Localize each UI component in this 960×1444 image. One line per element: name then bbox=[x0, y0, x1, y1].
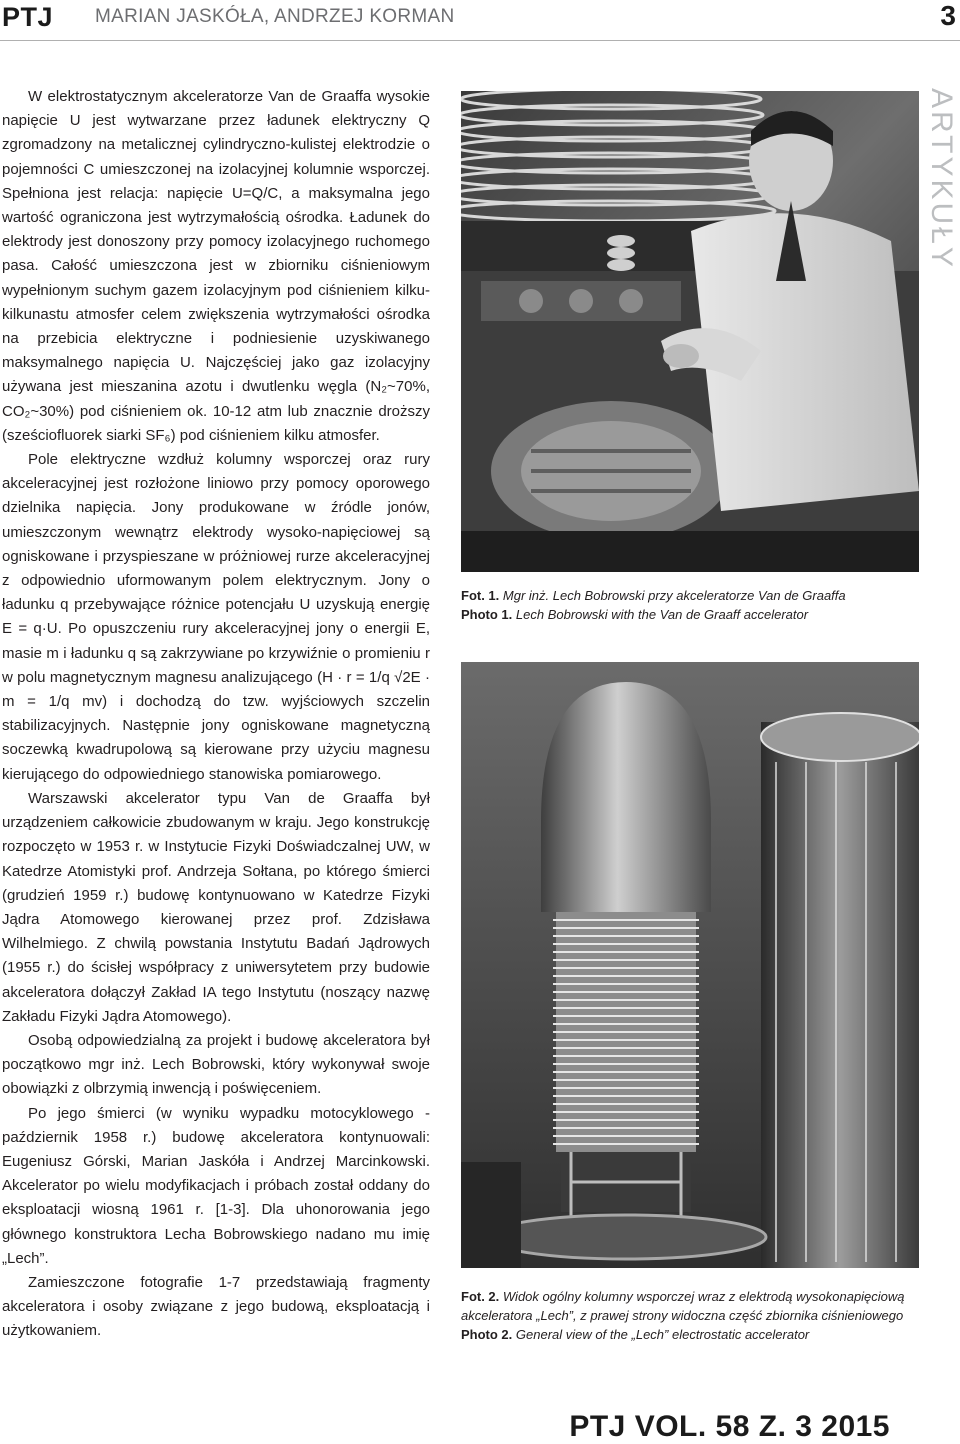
photo-bobrowski bbox=[461, 91, 919, 572]
caption-2-pl-label: Fot. 2. bbox=[461, 1289, 500, 1304]
caption-1-polish bbox=[461, 586, 921, 605]
paragraph-4: Osobą odpowiedzialną za projekt i budowę akceleratora był początkowo mgr inż. Lech Bobrowski, który wykonywał swoje obowiązki z olbrzymią inwencją i poświęceniem. bbox=[2, 1031, 430, 1098]
caption-1-en-text: Lech Bobrowski with the Van de Graaff accelerator bbox=[515, 607, 809, 622]
paragraph-3: Warszawski akcelerator typu Van de Graaffa był urządzeniem całkowicie zbudowanym w kraju. Jego konstrukcję rozpoczęto w 1953 r. w Instytucie Fizyki Doświadczalnej UW, w Katedrze Atomistyki prof. Andrzeja Sołtana, po którego śmierci (grudzień 1959 r.) budowę kontynuowano w Katedrze Fizyki Jądra Atomowego kierowanej przez prof. Zdzisława Wilhelmiego. Z chwilą powstania Instytutu Badań Jądrowych (1955 r.) do ścisłej współpracy z uniwersytetem przy budowie akceleratora dołączył Zakład IA tego Instytutu (noszący nazwę Zakładu Fizyki Jądra Atomowego). bbox=[2, 789, 430, 1025]
section-label-vertical bbox=[922, 88, 956, 288]
caption-1-en-label: Photo 1. bbox=[461, 607, 513, 622]
caption-1-pl-label: Fot. 1. bbox=[461, 588, 500, 603]
paragraph-5: Po jego śmierci (w wyniku wypadku motocyklowego - październik 1958 r.) budowę akceleratora kontynuowali: Eugeniusz Górski, Marian Jaskóła i Andrzej Marcinkowski. Akcelerator po wielu modyfikacjach i próbach został oddany do eksploatacji wiosną 1961 r. [1-3]. Dla uhonorowania jego głównego konstruktora Lecha Bobrowskiego nadano mu imię „Lech”. bbox=[2, 1104, 430, 1267]
page-number: 3 bbox=[940, 0, 956, 31]
caption-1-pl-text: Mgr inż. Lech Bobrowski przy akceleratorze Van de Graaffa bbox=[502, 588, 846, 603]
caption-photo-2 bbox=[461, 1287, 921, 1344]
caption-2-polish bbox=[461, 1287, 921, 1325]
caption-2-pl-text: Widok ogólny kolumny wsporczej wraz z elektrodą wysokonapięciową akceleratora „Lech”, z prawej strony widoczna część zbiornika ciśnieniowego bbox=[461, 1289, 905, 1323]
paragraph-2: Pole elektryczne wzdłuż kolumny wsporczej oraz rury akceleracyjnej jest rozłożone liniowo przy pomocy oporowego dzielnika napięcia. Jony produkowane w źródle jonów, umieszczonym wewnątrz elektrody wysoko-napięciowej są ogniskowane i przyspieszane w próżniowej rurze akceleracyjnej z odpowiednio uformowanym polem elektrycznym. Jony o ładunku q przebywające różnice potencjału U uzyskują energię E = q·U. Po opuszczeniu rury akceleracyjnej jony o energii E, masie m i ładunku q są zakrzywiane po krzywiźnie o promieniu r w polu magnetycznym magnesu analizującego (H · r = 1/q √2E · m = 1/q mv) i dochodzą do tzw. wyjściowych szczelin stabilizacyjnych. Następnie jony ogniskowane magnetyczną soczewką kwadrupolową są kierowane przy użyciu magnesu kierującego do odpowiedniego stanowiska pomiarowego. bbox=[2, 451, 430, 783]
caption-2-en-text: General view of the „Lech” electrostatic accelerator bbox=[515, 1327, 810, 1342]
running-head-authors: MARIAN JASKÓŁA, ANDRZEJ KORMAN bbox=[95, 6, 455, 27]
header-rule bbox=[0, 40, 960, 41]
caption-2-en-label: Photo 2. bbox=[461, 1327, 513, 1342]
caption-2-english bbox=[461, 1325, 921, 1344]
article-body bbox=[2, 85, 430, 1344]
journal-logo: PTJ bbox=[2, 2, 54, 32]
page-footer: PTJ VOL. 58 Z. 3 2015 bbox=[569, 1410, 890, 1443]
page-header bbox=[0, 0, 960, 40]
photo-accelerator-column bbox=[461, 662, 919, 1268]
caption-1-english bbox=[461, 605, 921, 624]
caption-photo-1 bbox=[461, 586, 921, 624]
paragraph-6: Zamieszczone fotografie 1-7 przedstawiają fragmenty akceleratora i osoby związane z jego budową, eksploatacją i użytkowaniem. bbox=[2, 1273, 430, 1340]
paragraph-1: W elektrostatycznym akceleratorze Van de Graaffa wysokie napięcie U jest wytwarzane przez ładunek elektryczny Q zgromadzony na metalicznej cylindryczno-kulistej elektrodzie o pojemności C umieszczonej na izolacyjnej kolumnie wsporczej. Spełniona jest relacja: napięcie U=Q/C, a maksymalna jego wartość ograniczona jest wytrzymałością ośrodka. Ładunek do elektrody jest donoszony przy pomocy izolacyjnego ruchomego pasa. Całość umieszczona jest w zbiorniku ciśnieniowym wypełnionym suchym gazem izolacyjnym pod ciśnieniem kilku-kilkunastu atmosfer celem zwiększenia wytrzymałości ośrodka na przebicia elektryczne i podniesienie uzyskiwanego maksymalnego napięcia U. Najczęściej jako gaz izolacyjny używana jest mieszanina azotu i dwutlenku węgla (N₂~70%, CO₂~30%) pod ciśnieniem ok. 10-12 atm lub znacznie droższy (sześciofluorek siarki SF₆) pod ciśnieniem kilku atmosfer. bbox=[2, 88, 430, 444]
section-label-text: ARTYKUŁY bbox=[925, 88, 958, 270]
